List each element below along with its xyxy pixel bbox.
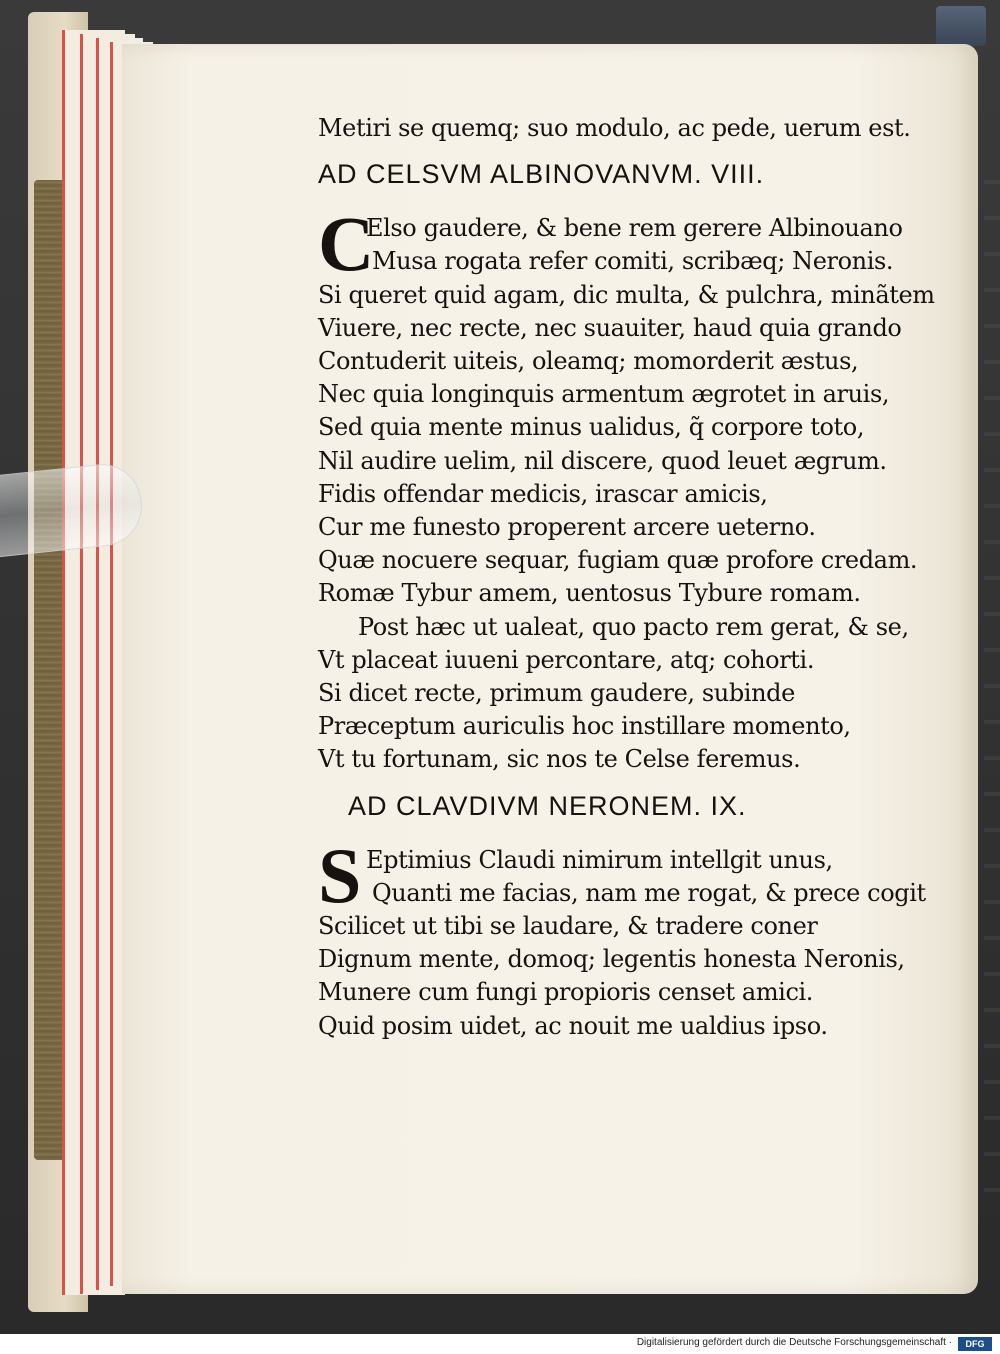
poem-ix <box>318 831 926 1043</box>
verse-line: Contuderit uiteis, oleamq; momorderit æstus, <box>318 347 859 376</box>
verse-line: Post hæc ut ualeat, quo pacto rem gerat, & se, <box>358 612 909 641</box>
verse-line: Si queret quid agam, dic multa, & pulchra, minãtem <box>318 280 935 309</box>
verse-line: Præceptum auriculis hoc instillare momento, <box>318 712 851 741</box>
verse-line: Nil audire uelim, nil discere, quod leuet ægrum. <box>318 446 887 475</box>
carryover-line: Metiri se quemq; suo modulo, ac pede, uerum est. <box>318 114 911 142</box>
verse-line: Quanti me facias, nam me rogat, & prece cogit <box>372 878 926 907</box>
drop-initial-c: C <box>318 200 375 288</box>
book-clasp <box>936 6 986 46</box>
poem-heading-ix: AD CLAVDIVM NERONEM. IX. <box>348 790 747 821</box>
verse-line: Munere cum fungi propioris censet amici. <box>318 978 813 1007</box>
footer-bar <box>0 1334 1000 1354</box>
verse-line: Dignum mente, domoq; legentis honesta Neronis, <box>318 945 905 974</box>
page-text <box>318 112 935 1043</box>
verse-line: Scilicet ut tibi se laudare, & tradere coner <box>318 912 818 941</box>
verse-line: Viuere, nec recte, nec suauiter, haud quia grando <box>318 313 902 342</box>
verse-line: Vt tu fortunam, sic nos te Celse feremus. <box>318 745 801 774</box>
verse-line: Si dicet recte, primum gaudere, subinde <box>318 679 795 708</box>
verse-line: Sed quia mente minus ualidus, q̃ corpore toto, <box>318 413 865 442</box>
verse-line: Musa rogata refer comiti, scribæq; Neronis. <box>372 247 894 276</box>
verse-line: Elso gaudere, & bene rem gerere Albinouano <box>366 214 903 243</box>
funding-credit: Digitalisierung gefördert durch die Deutsche Forschungsgemeinschaft · <box>636 1337 952 1348</box>
poem-viii <box>318 200 935 776</box>
verse-line: Nec quia longinquis armentum ægrotet in aruis, <box>318 380 890 409</box>
poem-heading-viii: AD CELSVM ALBINOVANVM. VIII. <box>318 159 765 190</box>
verse-line: Cur me funesto properent arcere ueterno. <box>318 513 816 542</box>
verse-line: Quid posim uidet, ac nouit me ualdius ipso. <box>318 1011 828 1040</box>
verse-line: Romæ Tybur amem, uentosus Tybure romam. <box>318 579 861 608</box>
verse-line: Quæ nocuere sequar, fugiam quæ profore credam. <box>318 546 918 575</box>
verse-line: Fidis offendar medicis, irascar amicis, <box>318 479 768 508</box>
dfg-logo-icon: DFG <box>958 1337 992 1351</box>
drop-initial-s: S <box>318 831 362 919</box>
verse-line: Eptimius Claudi nimirum intellgit unus, <box>366 845 833 874</box>
show-through-text <box>984 154 1000 1214</box>
verse-line: Vt placeat iuueni percontare, atq; cohorti. <box>318 645 815 674</box>
